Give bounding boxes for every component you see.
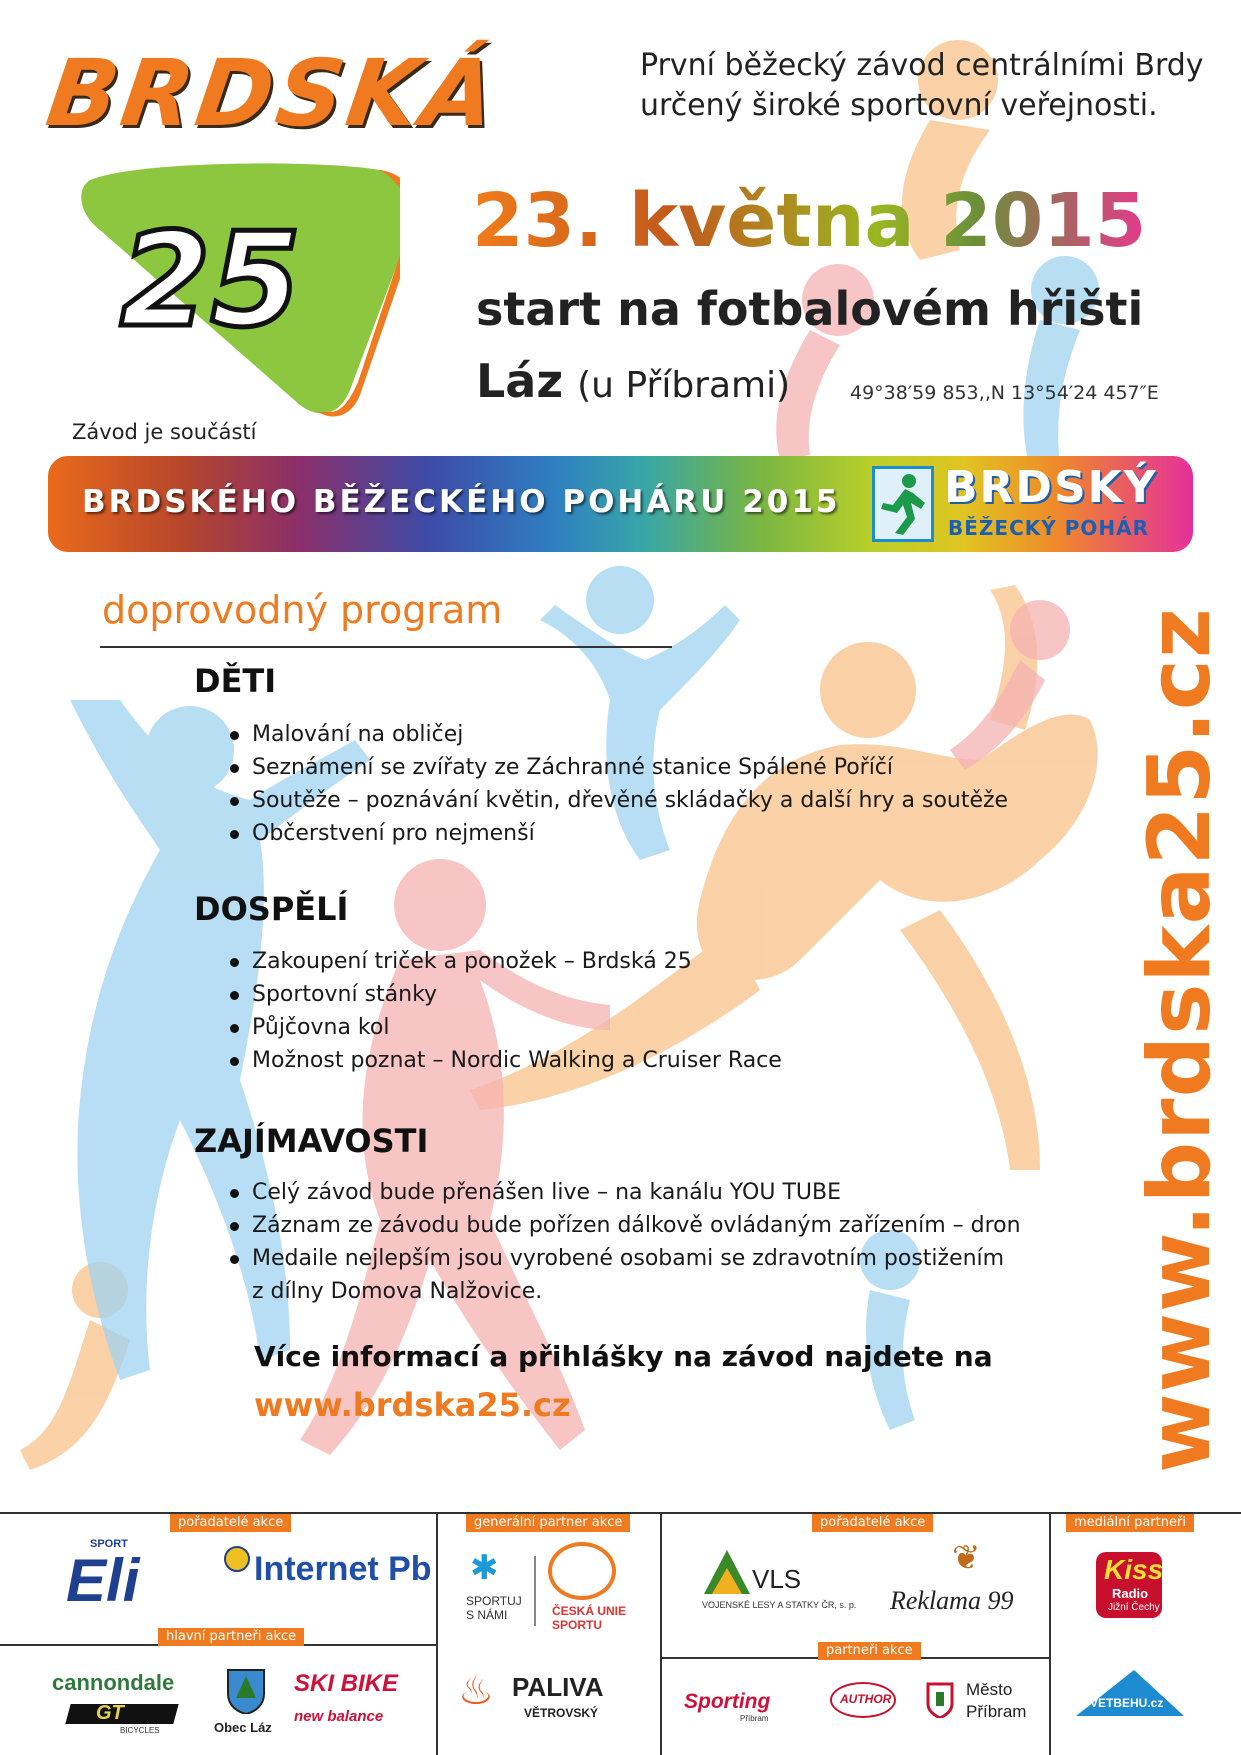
author-logo: AUTHOR <box>840 1692 892 1706</box>
brdska25-logo <box>80 150 400 420</box>
internet-pb-logo: Internet Pb <box>254 1550 432 1588</box>
section-highlights-heading: ZAJÍMAVOSTI <box>194 1122 429 1160</box>
list-item: Malování na obličej <box>230 718 1008 751</box>
obec-laz-logo: Obec Láz <box>214 1720 272 1735</box>
vls-subtitle: VOJENSKÉ LESY A STATKY ČR, s. p. <box>702 1600 857 1610</box>
flame-icon: ♨ <box>458 1669 494 1713</box>
side-website-link[interactable]: www.brdska25.cz <box>1130 607 1230 1473</box>
skibike-logo: SKI BIKE <box>294 1670 399 1697</box>
program-title: doprovodný program <box>102 588 503 632</box>
section-kids-list <box>230 718 1008 850</box>
list-item: Zakoupení triček a ponožek – Brdská 25 <box>230 945 782 978</box>
sponsor-divider <box>436 1512 438 1755</box>
sporting-logo: Sporting <box>684 1690 771 1713</box>
list-item: Soutěže – poznávání květin, dřevěné skládačky a další hry a soutěže <box>230 784 1008 817</box>
section-kids-heading: DĚTI <box>194 662 277 700</box>
globe-icon <box>224 1546 250 1572</box>
newbalance-logo: new balance <box>294 1708 384 1725</box>
obec-laz-crest-icon <box>226 1668 266 1714</box>
sponsor-divider <box>1049 1512 1051 1755</box>
list-item: Seznámení se zvířaty ze Záchranné stanice Spálené Poříčí <box>230 751 1008 784</box>
sportuj-runner-icon: ✱ <box>470 1549 499 1587</box>
gt-logo: GT <box>96 1702 124 1724</box>
butterfly-icon: ❦ <box>952 1539 981 1577</box>
reklama99-logo: Reklama 99 <box>890 1586 1014 1615</box>
cup-intro: Závod je součástí <box>72 420 257 444</box>
place-name: Láz <box>476 354 564 408</box>
cup-logo-title: BRDSKÝ <box>944 462 1158 513</box>
list-item: Půjčovna kol <box>230 1011 782 1044</box>
eli-sport-text: SPORT <box>90 1538 128 1550</box>
list-item: Občerstvení pro nejmenší <box>230 817 1008 850</box>
list-item: Medaile nejlepším jsou vyrobené osobami se zdravotním postižením <box>230 1242 1021 1275</box>
runner-icon <box>872 466 934 542</box>
mesto-logo: Město <box>966 1680 1013 1699</box>
cus-emblem-icon <box>548 1542 616 1600</box>
kiss-subtitle: Radio <box>1112 1586 1149 1601</box>
label-organizers-left: pořadatelé akce <box>170 1514 291 1532</box>
vls-tree-icon <box>702 1548 752 1596</box>
place-note: (u Příbrami) <box>577 365 791 406</box>
svetbehu-badge <box>1074 1666 1186 1722</box>
section-highlights-list <box>230 1176 1021 1308</box>
event-place <box>476 354 790 408</box>
eli-logo: Eli <box>66 1547 140 1614</box>
sponsors-panel <box>0 1512 1241 1755</box>
cannondale-logo: cannondale <box>52 1670 175 1695</box>
label-main-partners: hlavní partneři akce <box>158 1628 304 1646</box>
section-adults-heading: DOSPĚLÍ <box>194 890 349 928</box>
cup-logo-subtitle: BĚŽECKÝ POHÁR <box>948 516 1149 540</box>
list-item-continuation: z dílny Domova Nalžovice. <box>252 1279 543 1304</box>
brand-title: BRDSKÁ <box>40 40 506 147</box>
program-divider <box>100 646 672 648</box>
paliva-logo: PALIVA <box>512 1672 604 1702</box>
list-item: Záznam ze závodu bude pořízen dálkově ovládaným zařízením – dron <box>230 1209 1021 1242</box>
gps-coordinates: 49°38′59 853‚‚N 13°54′24 457″E <box>850 382 1159 404</box>
kiss-logo: Kiss <box>1104 1554 1164 1585</box>
sponsor-divider <box>660 1512 662 1755</box>
sporting-subtitle: Příbram <box>740 1714 769 1723</box>
cus-logo: ČESKÁ UNIE SPORTU <box>552 1604 627 1632</box>
label-partners: partneři akce <box>818 1642 921 1660</box>
tagline: První běžecký závod centrálními Brdy určený široké sportovní veřejnosti. <box>640 48 1204 123</box>
mesto-subtitle: Příbram <box>966 1702 1027 1721</box>
list-item: Možnost poznat – Nordic Walking a Cruiser Race <box>230 1044 782 1077</box>
event-date: 23. května 2015 <box>472 178 1147 264</box>
gt-subtitle: BICYCLES <box>120 1726 160 1735</box>
paliva-subtitle: VĚTROVSKÝ <box>524 1706 599 1720</box>
sportuj-logo: SPORTUJ S NÁMI <box>466 1594 522 1622</box>
kiss-region: Jižní Čechy <box>1108 1602 1160 1613</box>
logo-separator <box>534 1556 536 1626</box>
list-item: Sportovní stánky <box>230 978 782 1011</box>
section-adults-list <box>230 945 782 1077</box>
more-info-link[interactable]: www.brdska25.cz <box>254 1386 571 1424</box>
svetbehu-logo: SVETBEHU.cz <box>1082 1696 1164 1710</box>
label-organizers-right: pořadatelé akce <box>812 1514 933 1532</box>
cup-banner-text: BRDSKÉHO BĚŽECKÉHO POHÁRU 2015 <box>82 484 841 520</box>
label-media-partners: mediální partneři <box>1066 1514 1194 1532</box>
list-item: Celý závod bude přenášen live – na kanálu YOU TUBE <box>230 1176 1021 1209</box>
event-start: start na fotbalovém hřišti <box>476 282 1144 336</box>
pribram-crest-icon <box>926 1682 954 1718</box>
vls-logo: VLS <box>752 1564 802 1594</box>
more-info-text: Více informací a přihlášky na závod najdete na <box>254 1340 993 1373</box>
label-general-partner: generální partner akce <box>466 1514 630 1532</box>
brdska25-number: 25 <box>120 204 301 356</box>
